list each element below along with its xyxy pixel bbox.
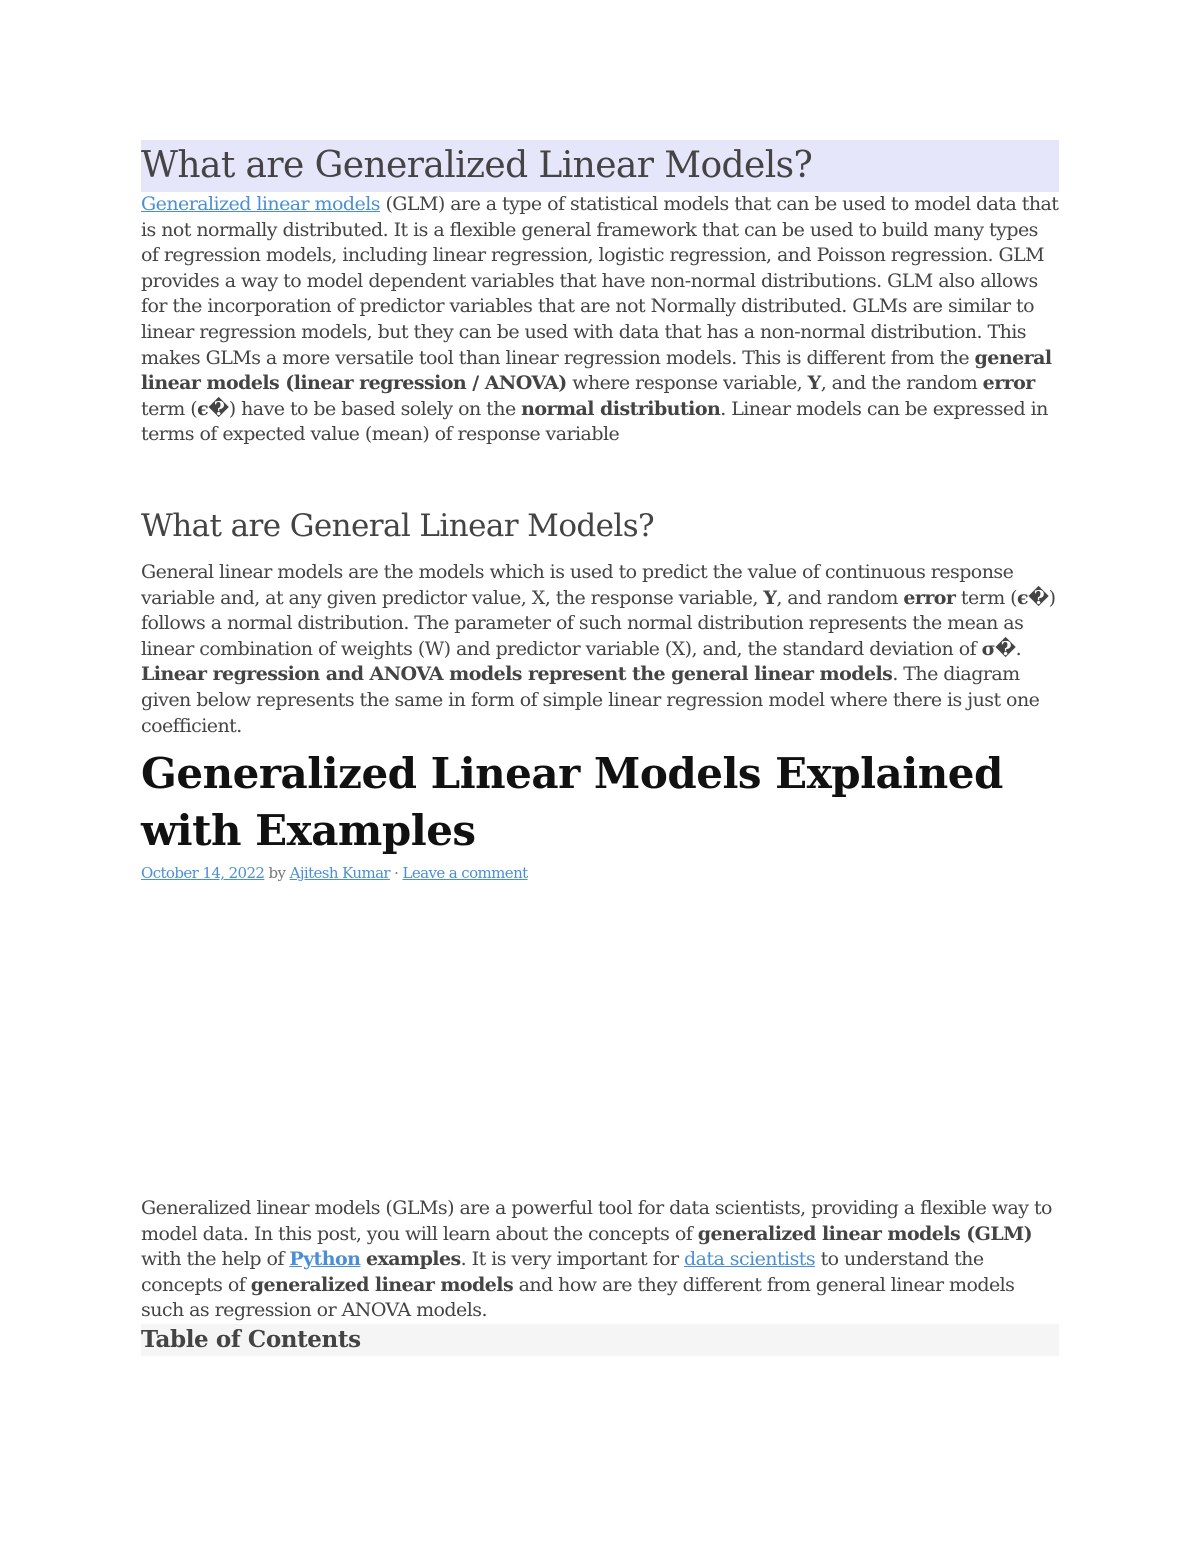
bold-span: σ� (981, 637, 1016, 660)
text-span: . Linear models can be expressed in terms of expected value (mean) of response variable (141, 397, 1048, 446)
bold-span: Linear regression and ANOVA models represent the general linear models (141, 663, 893, 686)
separator: · (389, 864, 403, 883)
text-span: with the help of (141, 1248, 290, 1271)
text-span: term ( (141, 397, 198, 420)
bold-span: Y (807, 372, 821, 395)
bold-span: general linear models (linear regression / ANOVA) (141, 346, 1052, 395)
section-title-generalized: What are Generalized Linear Models? (141, 145, 813, 186)
bold-span: normal distribution (521, 397, 721, 420)
bold-span: error (903, 586, 956, 609)
data-scientists-link[interactable]: data scientists (684, 1248, 816, 1271)
text-span: , and the random (820, 372, 983, 395)
article-title: Generalized Linear Models Explained with Examples (141, 749, 1003, 856)
bold-span: Y (763, 586, 777, 609)
text-span: , and random (776, 586, 904, 609)
text-span: . It is very important for (460, 1248, 685, 1271)
bold-span: error (982, 372, 1035, 395)
bold-span: generalized linear models (GLM) (697, 1222, 1033, 1245)
text-span: . (1015, 637, 1022, 660)
text-span: . The diagram given below represents the same in form of simple linear regression model where there is just one coefficient. (141, 663, 1040, 737)
paragraph-general-linear-models (141, 560, 1059, 739)
text-span: where response variable, (566, 372, 808, 395)
paragraph-intro (141, 1196, 1059, 1324)
bold-span: ϵ� (1017, 586, 1049, 609)
blank-area (141, 883, 1059, 1196)
document-content (141, 140, 1059, 1356)
bold-span: ϵ� (197, 397, 229, 420)
author-link[interactable]: Ajitesh Kumar (289, 864, 390, 883)
text-span: (GLM) are a type of statistical models that can be used to model data that is not normally distributed. It is a flexible general framework that can be used to build many types of regression models, including linear regression, logistic regression, and Poisson regression. GLM provides a way to model dependent variables that have non-normal distributions. GLM also allows for the incorporation of predictor variables that are not Normally distributed. GLMs are similar to linear regression models, but they can be used with data that has a non-normal distribution. This makes GLMs a more versatile tool than linear regression models. This is different from the (141, 193, 1059, 369)
post-date-link[interactable]: October 14, 2022 (141, 864, 265, 883)
leave-comment-link[interactable]: Leave a comment (402, 864, 528, 883)
text-span: Generalized linear models (GLMs) are a powerful tool for data scientists, providing a flexible way to model data. In this post, you will learn about the concepts of (141, 1197, 1052, 1245)
python-link[interactable]: Python (289, 1248, 361, 1271)
text-span: General linear models are the models which is used to predict the value of continuous response variable and, at any given predictor value, X, the response variable, (141, 560, 1014, 609)
text-span: term ( (955, 586, 1018, 609)
text-span: ) have to be based solely on the (228, 397, 522, 420)
heading-band (141, 140, 1059, 192)
text-span: to understand the concepts of (141, 1248, 984, 1296)
bold-span: examples (365, 1248, 461, 1271)
bold-span: generalized linear models (250, 1273, 514, 1296)
text-span: and how are they different from general linear models such as regression or ANOVA models. (141, 1273, 1015, 1322)
paragraph-glm-definition (141, 192, 1059, 448)
generalized-linear-models-link[interactable]: Generalized linear models (141, 193, 380, 215)
text-span: ) follows a normal distribution. The parameter of such normal distribution represents the mean as linear combination of weights (W) and predictor variable (X), and, the standard deviation of (141, 586, 1056, 660)
section-title-general: What are General Linear Models? (141, 507, 655, 544)
text-span: by (264, 864, 290, 883)
table-of-contents-header[interactable]: Table of Contents (141, 1324, 1059, 1356)
article-meta (141, 863, 1059, 883)
